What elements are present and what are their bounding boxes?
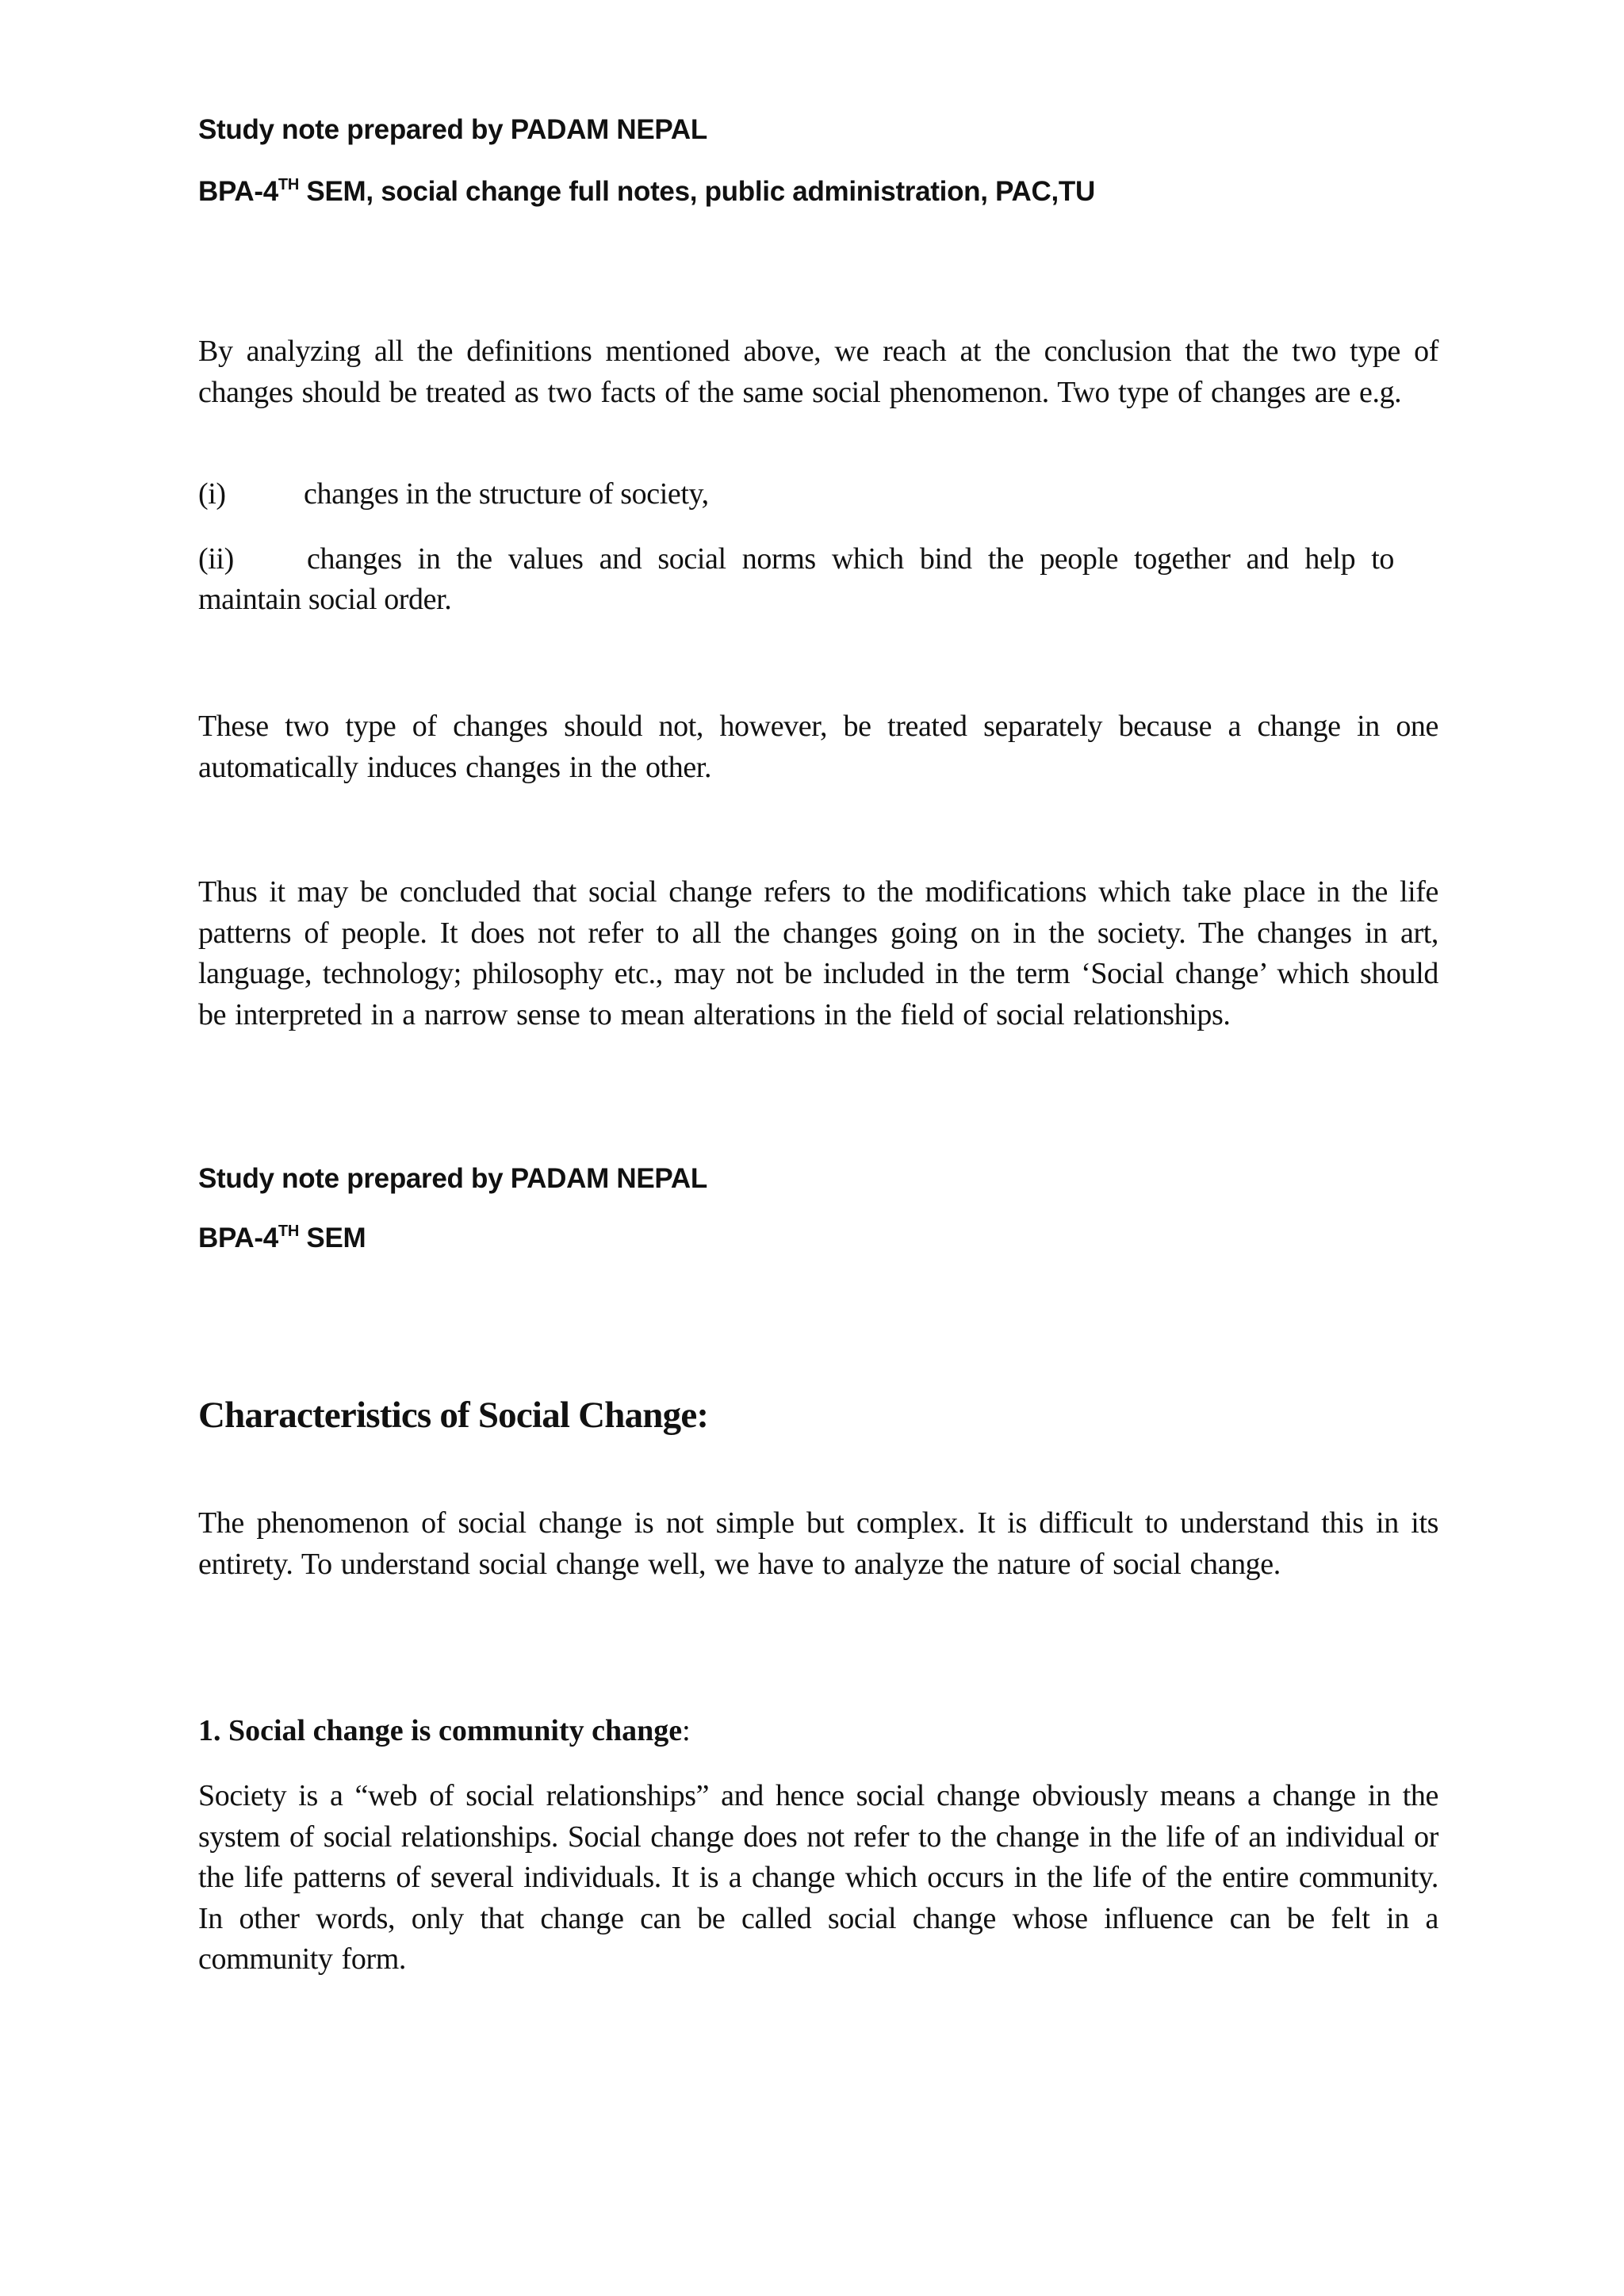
list-item-structure bbox=[198, 474, 1438, 515]
paragraph-changes-together: These two type of changes should not, however, be treated separately because a change in one automatically induces changes in the other. bbox=[198, 710, 1438, 784]
course-semester: SEM bbox=[298, 1223, 366, 1253]
subsection-title bbox=[198, 1711, 691, 1751]
intro-paragraph-definitions: By analyzing all the definitions mentioned above, we reach at the conclusion that the two type of changes should be treated as two facts of the same social phenomenon. Two type of changes are e.g. bbox=[198, 335, 1438, 409]
list-item-values-continued bbox=[198, 580, 1438, 621]
course-code-superscript: TH bbox=[278, 176, 299, 193]
course-code: BPA-4 bbox=[198, 1223, 278, 1253]
course-code: BPA-4 bbox=[198, 176, 278, 207]
subsection-body-paragraph: Society is a “web of social relationships” and hence social change obviously means a change in the system of social relationships. Social change does not refer to the change in the life of an individual or the life patterns of several individuals. It is a change which occurs in the life of the entire community. In other words, only that change can be called social change whose influence can be felt in a community form. bbox=[198, 1779, 1438, 1976]
mid-header-course bbox=[198, 1221, 366, 1256]
top-header-author bbox=[198, 113, 707, 147]
course-code-superscript: TH bbox=[278, 1223, 299, 1240]
list-marker: (i) bbox=[198, 477, 226, 511]
list-item-text: changes in the structure of society, bbox=[304, 477, 709, 511]
paragraph-conclusion: Thus it may be concluded that social change refers to the modifications which take place in the life patterns of people. It does not refer to all the changes going on in the society. The changes in art, language, technology; philosophy etc., may not be included in the term ‘Social change’ which should be interpreted in a narrow sense to mean alterations in the field of social relationships. bbox=[198, 875, 1438, 1031]
author-credit-text: Study note prepared by PADAM NEPAL bbox=[198, 1163, 707, 1194]
mid-header-author bbox=[198, 1161, 707, 1196]
section-title: Characteristics of Social Change: bbox=[198, 1395, 709, 1436]
list-item-text: changes in the values and social norms which bind the people together and help to bbox=[307, 542, 1395, 576]
top-header-course bbox=[198, 174, 1095, 209]
author-credit-text: Study note prepared by PADAM NEPAL bbox=[198, 114, 707, 145]
course-description: SEM, social change full notes, public administration, PAC,TU bbox=[298, 176, 1095, 207]
subsection-colon: : bbox=[682, 1714, 691, 1747]
subsection-title-text: 1. Social change is community change bbox=[198, 1714, 683, 1747]
list-marker: (ii) bbox=[198, 542, 234, 576]
list-item-text-continued: maintain social order. bbox=[198, 583, 452, 616]
list-item-values bbox=[198, 539, 1438, 580]
section-intro-paragraph: The phenomenon of social change is not simple but complex. It is difficult to understand this in its entirety. To understand social change well, we have to analyze the nature of social change. bbox=[198, 1506, 1438, 1581]
